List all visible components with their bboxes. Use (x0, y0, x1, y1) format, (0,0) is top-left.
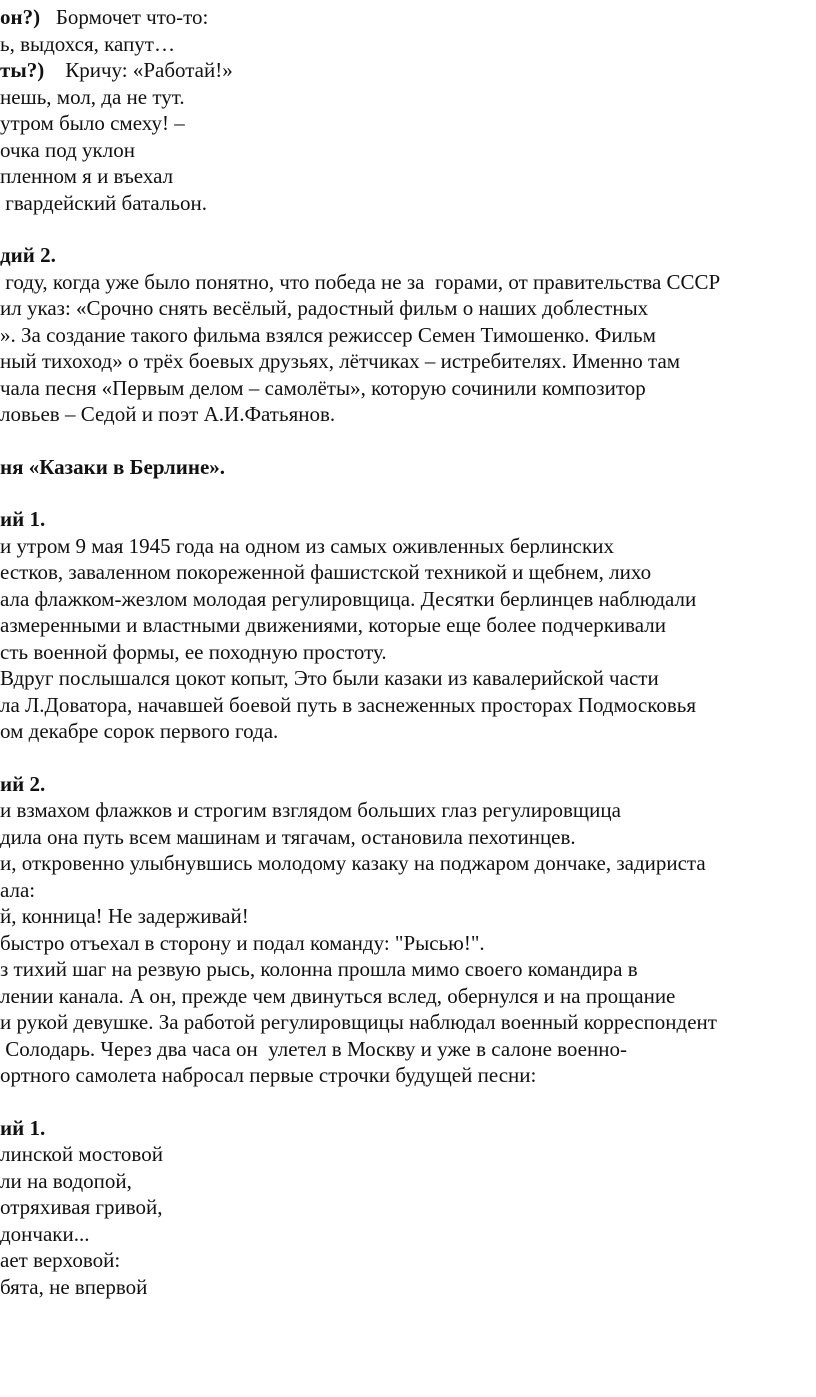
paragraph-line (0, 824, 576, 850)
paragraph-line (0, 692, 696, 718)
line-text: азмеренными и властными движениями, которые еще более подчеркивали (0, 613, 667, 637)
paragraph-line (0, 639, 387, 665)
line-text: ом декабре сорок первого года. (0, 719, 279, 743)
line-text: и, откровенно улыбнувшись молодому казаку на поджаром дончаке, задириста (0, 851, 706, 875)
line-text: ла Л.Доватора, начавшей боевой путь в заснеженных просторах Подмосковья (0, 693, 697, 717)
poem-line (0, 57, 233, 83)
line-text: очка под уклон (0, 138, 135, 162)
speaker-note: ня «Казаки в Берлине». (0, 455, 226, 479)
paragraph-line (0, 983, 675, 1009)
speaker-note: ий 1. (0, 507, 46, 531)
line-text: линской мостовой (0, 1142, 163, 1166)
line-text: ловьев – Седой и поэт А.И.Фатьянов. (0, 402, 336, 426)
poem-line (0, 84, 185, 110)
line-text: дила она путь всем машинам и тягачам, остановила пехотинцев. (0, 825, 576, 849)
line-text: ала флажком-жезлом молодая регулировщица. Десятки берлинцев наблюдали (0, 587, 697, 611)
poem-line (0, 1168, 132, 1194)
paragraph-line (0, 401, 335, 427)
line-text: дончаки... (0, 1222, 90, 1246)
line-text: и утром 9 мая 1945 года на одном из самых оживленных берлинских (0, 534, 614, 558)
speaker-note: он?) (0, 5, 41, 29)
line-text: году, когда уже было понятно, что победа не за горами, от правительства СССР (0, 270, 721, 294)
reader-heading (0, 242, 56, 268)
line-text: чала песня «Первым делом – самолёты», которую сочинили композитор (0, 376, 646, 400)
paragraph-line (0, 1036, 627, 1062)
paragraph-line (0, 930, 485, 956)
line-text: Вдруг послышался цокот копыт, Это были казаки из кавалерийской части (0, 666, 659, 690)
paragraph-line (0, 322, 656, 348)
line-text: ил указ: «Срочно снять весёлый, радостный фильм о наших доблестных (0, 296, 649, 320)
paragraph-line (0, 533, 614, 559)
poem-line (0, 110, 185, 136)
line-text: сть военной формы, ее походную простоту. (0, 640, 387, 664)
poem-line (0, 1194, 163, 1220)
paragraph-line (0, 612, 666, 638)
reader-heading (0, 771, 45, 797)
reader-heading (0, 1115, 45, 1141)
poem-line (0, 1141, 163, 1167)
paragraph-line (0, 295, 648, 321)
paragraph-line (0, 797, 621, 823)
line-text: отряхивая гривой, (0, 1195, 163, 1219)
poem-line (0, 163, 173, 189)
line-text: ». За создание такого фильма взялся режиссер Семен Тимошенко. Фильм (0, 323, 656, 347)
line-text: ли на водопой, (0, 1169, 132, 1193)
line-text: й, конница! Не задерживай! (0, 904, 249, 928)
line-text: пленном я и въехал (0, 164, 174, 188)
line-text: естков, заваленном покореженной фашистской техникой и щебнем, лихо (0, 560, 652, 584)
line-text: гвардейский батальон. (0, 191, 207, 215)
reader-heading (0, 506, 45, 532)
line-text: ь, выдохся, капут… (0, 32, 175, 56)
paragraph-line (0, 850, 706, 876)
paragraph-line (0, 665, 659, 691)
line-text: ортного самолета набросал первые строчки будущей песни: (0, 1063, 537, 1087)
speaker-note: дий 2. (0, 243, 56, 267)
speaker-note: ий 1. (0, 1116, 46, 1140)
paragraph-line (0, 956, 638, 982)
poem-line (0, 1221, 90, 1247)
speaker-note: ты?) (0, 58, 45, 82)
line-text: нешь, мол, да не тут. (0, 85, 185, 109)
line-text: бята, не впервой (0, 1275, 148, 1299)
line-text: быстро отъехал в сторону и подал команду: "Рысью!". (0, 931, 485, 955)
paragraph-line (0, 269, 720, 295)
paragraph-line (0, 903, 249, 929)
poem-line (0, 190, 207, 216)
paragraph-line (0, 1009, 717, 1035)
song-title (0, 454, 225, 480)
line-text: Солодарь. Через два часа он улетел в Москву и уже в салоне военно- (0, 1037, 627, 1061)
line-text: лении канала. А он, прежде чем двинуться вслед, обернулся и на прощание (0, 984, 676, 1008)
paragraph-line (0, 586, 696, 612)
poem-line (0, 31, 175, 57)
line-text: ала: (0, 878, 36, 902)
speaker-note: ий 2. (0, 772, 46, 796)
line-text: утром было смеху! – (0, 111, 185, 135)
paragraph-line (0, 559, 651, 585)
line-text: ает верховой: (0, 1248, 121, 1272)
line-text: Бормочет что-то: (40, 5, 209, 29)
line-text: ный тихоход» о трёх боевых друзьях, лётчиках – истребителях. Именно там (0, 349, 681, 373)
paragraph-line (0, 375, 646, 401)
poem-line (0, 137, 135, 163)
poem-line (0, 1274, 147, 1300)
paragraph-line (0, 1062, 536, 1088)
line-text: и рукой девушке. За работой регулировщицы наблюдал военный корреспондент (0, 1010, 717, 1034)
line-text: з тихий шаг на резвую рысь, колонна прошла мимо своего командира в (0, 957, 638, 981)
paragraph-line (0, 718, 278, 744)
paragraph-line (0, 348, 680, 374)
paragraph-line (0, 877, 35, 903)
poem-line (0, 4, 208, 30)
line-text: Кричу: «Работай!» (44, 58, 233, 82)
line-text: и взмахом флажков и строгим взглядом больших глаз регулировщица (0, 798, 621, 822)
poem-line (0, 1247, 120, 1273)
